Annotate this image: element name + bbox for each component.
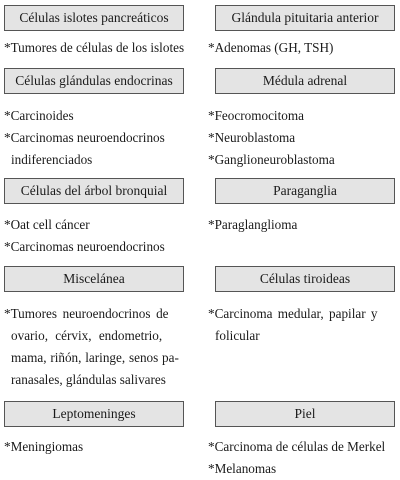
- list-item: *Carcinomas neuroendocrinos: [4, 239, 165, 254]
- list-item: *Carcinoma medular, papilar y: [208, 306, 378, 321]
- category-items-adrenal-medulla: [208, 105, 398, 171]
- list-item: *Neuroblastoma: [208, 130, 296, 145]
- list-item: *Carcinomas neuroendocrinos: [4, 130, 165, 145]
- list-item: folicular: [215, 328, 260, 343]
- list-item: indiferenciados: [11, 152, 93, 167]
- list-item: ovario, cérvix, endometrio,: [11, 328, 163, 343]
- category-header-bronchial-tree: Células del árbol bronquial: [4, 178, 184, 204]
- category-header-endocrine-glands: Células glándulas endocrinas: [4, 68, 184, 94]
- list-item: *Paraglanglioma: [208, 217, 298, 232]
- list-item: ranasales, glándulas salivares: [11, 372, 166, 387]
- list-item: *Tumores de células de los islotes: [4, 40, 185, 55]
- list-item: *Carcinoma de células de Merkel: [208, 439, 386, 454]
- category-header-skin: Piel: [215, 401, 395, 427]
- category-header-paraganglia: Paraganglia: [215, 178, 395, 204]
- list-item: *Adenomas (GH, TSH): [208, 40, 334, 55]
- category-items-leptomeninges: [4, 436, 200, 458]
- list-item: mama, riñón, laringe, senos pa-: [11, 350, 179, 365]
- category-header-thyroid-cells: Células tiroideas: [215, 266, 395, 292]
- category-items-anterior-pituitary: [208, 37, 398, 59]
- list-item: *Meningiomas: [4, 439, 84, 454]
- category-items-miscellaneous: [4, 303, 190, 391]
- list-item: *Feocromocitoma: [208, 108, 304, 123]
- category-header-leptomeninges: Leptomeninges: [4, 401, 184, 427]
- list-item: *Ganglioneuroblastoma: [208, 152, 335, 167]
- category-header-miscellaneous: Miscelánea: [4, 266, 184, 292]
- category-items-skin: [208, 436, 398, 480]
- category-header-adrenal-medulla: Médula adrenal: [215, 68, 395, 94]
- category-items-pancreatic-islets: [4, 37, 200, 59]
- list-item: *Melanomas: [208, 461, 277, 476]
- category-items-thyroid-cells: [208, 303, 398, 347]
- category-items-endocrine-glands: [4, 105, 200, 171]
- list-item: *Carcinoides: [4, 108, 74, 123]
- list-item: *Tumores neuroendocrinos de: [4, 306, 169, 321]
- category-items-bronchial-tree: [4, 214, 200, 258]
- list-item: *Oat cell cáncer: [4, 217, 90, 232]
- category-header-pancreatic-islets: Células islotes pancreáticos: [4, 5, 184, 31]
- category-items-paraganglia: [208, 214, 398, 236]
- category-header-anterior-pituitary: Glándula pituitaria anterior: [215, 5, 395, 31]
